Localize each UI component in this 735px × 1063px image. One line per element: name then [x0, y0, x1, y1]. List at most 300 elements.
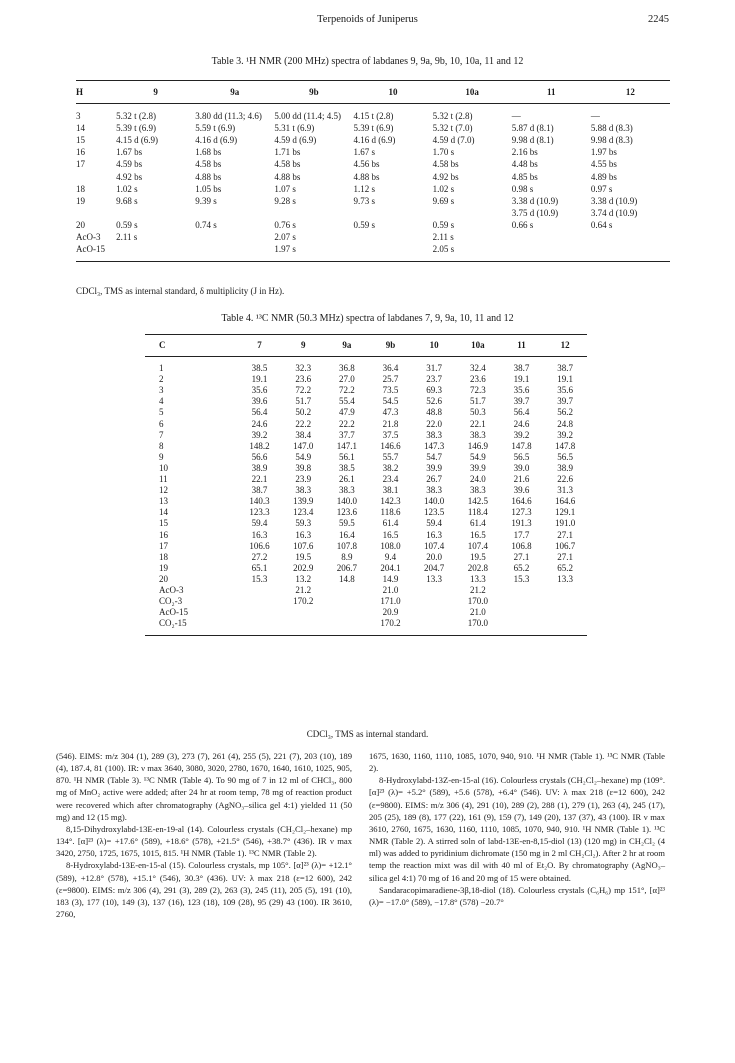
- table-cell: 72.2: [338, 385, 355, 396]
- table-cell: 23.6: [295, 374, 312, 385]
- table-cell: 56.4: [251, 407, 268, 418]
- row-label: 5: [159, 407, 164, 418]
- column-header: 12: [560, 340, 570, 350]
- table-cell: [500, 596, 544, 607]
- table-cell: 32.3: [295, 363, 312, 374]
- row-label: 17: [159, 540, 168, 551]
- table-cell: 38.3: [295, 485, 312, 496]
- table-cell: 54.9: [469, 451, 486, 462]
- table-cell: 2.11 s: [116, 232, 138, 243]
- table-cell: 37.5: [382, 429, 399, 440]
- table-cell: 9.98 d (8.1): [511, 135, 554, 146]
- table-cell: 31.3: [557, 485, 574, 496]
- table-cell: 38.3: [426, 485, 443, 496]
- table-cell: 5.59 t (6.9): [195, 123, 236, 134]
- table-cell: 1.71 bs: [274, 147, 301, 158]
- table-cell: 4.59 d (6.9): [274, 135, 317, 146]
- paragraph: 8,15-Dihydroxylabd-13E-en-19-al (14). Colourless crystals (CH₂Cl₂–hexane) mp 134°. [α]²³ (λ)= +17.6° (589), +18.6° (578), +21.5° (546), +38.7° (436). IR ν max 3420, 2750, 1725, 1675, 1015, 815. ¹H NMR (Table 1). ¹³C NMR (Table 2).: [56, 823, 352, 859]
- table-cell: 5.00 dd (11.4; 4.5): [274, 111, 341, 122]
- table-cell: 38.9: [557, 462, 574, 473]
- table-cell: 107.4: [467, 540, 488, 551]
- table-cell: 19.1: [251, 374, 268, 385]
- table-cell: 22.2: [295, 418, 312, 429]
- table-cell: —: [511, 111, 521, 122]
- table-cell: 4.59 d (7.0): [432, 135, 475, 146]
- table-cell: 56.5: [557, 451, 574, 462]
- row-label: 16: [76, 147, 85, 158]
- row-label: 15: [159, 518, 168, 529]
- column-header: 9a: [342, 340, 352, 350]
- table-cell: [543, 596, 587, 607]
- table-cell: 27.0: [338, 374, 355, 385]
- table-cell: 148.2: [249, 440, 270, 451]
- table-cell: 22.1: [251, 474, 268, 485]
- table-cell: 1.05 bs: [195, 183, 222, 194]
- table-cell: 1.02 s: [432, 183, 455, 194]
- table-row: [145, 574, 587, 585]
- row-label: 3: [76, 111, 81, 122]
- table-cell: 56.5: [513, 451, 530, 462]
- table-row: [76, 171, 670, 183]
- table-cell: 39.2: [557, 429, 574, 440]
- row-label: CO₂-3: [159, 596, 183, 607]
- table-cell: [433, 207, 512, 219]
- table-cell: 50.2: [295, 407, 312, 418]
- table-cell: 4.88 bs: [274, 171, 301, 182]
- table-cell: [591, 231, 670, 243]
- table-cell: [325, 585, 369, 596]
- table-cell: 0.76 s: [274, 219, 296, 230]
- column-header: 9: [153, 87, 158, 97]
- table-cell: [325, 618, 369, 636]
- table-cell: 2.07 s: [274, 232, 296, 243]
- table-row: [76, 146, 670, 158]
- row-label: CO₂-15: [159, 618, 187, 629]
- table-cell: 24.8: [557, 418, 574, 429]
- row-label: 3: [159, 385, 164, 396]
- table4-body: [145, 357, 587, 636]
- table-cell: 164.6: [555, 496, 576, 507]
- column-header: 11: [546, 87, 556, 97]
- page-number: 2245: [648, 14, 669, 25]
- table-cell: 38.4: [295, 429, 312, 440]
- row-label: [76, 171, 116, 183]
- table-cell: 3.74 d (10.9): [590, 207, 638, 218]
- table-cell: 147.0: [293, 440, 314, 451]
- table-cell: 204.1: [380, 562, 401, 573]
- table-cell: 54.7: [426, 451, 443, 462]
- table-cell: 16.5: [469, 529, 486, 540]
- table-cell: [281, 618, 325, 636]
- table-cell: [116, 207, 195, 219]
- table-cell: 19.5: [295, 551, 312, 562]
- journal-running-title: Terpenoids of Juniperus: [317, 14, 418, 25]
- table-cell: [274, 207, 353, 219]
- table-cell: [512, 243, 591, 262]
- table-cell: 4.15 d (6.9): [116, 135, 159, 146]
- table-cell: 191.0: [555, 518, 576, 529]
- table-cell: 48.8: [426, 407, 443, 418]
- table-cell: 47.3: [382, 407, 399, 418]
- table-cell: 8.9: [341, 551, 353, 562]
- table-cell: 22.6: [557, 474, 574, 485]
- table-cell: [412, 585, 456, 596]
- table-cell: 39.9: [469, 462, 486, 473]
- table-cell: 5.39 t (6.9): [353, 123, 394, 134]
- table-cell: 5.87 d (8.1): [511, 123, 554, 134]
- table-cell: 31.7: [426, 363, 443, 374]
- table-cell: 147.1: [336, 440, 357, 451]
- table-cell: 171.0: [380, 596, 401, 607]
- table-cell: 123.3: [249, 507, 270, 518]
- table-cell: 0.59 s: [353, 219, 375, 230]
- table-cell: 27.2: [251, 551, 268, 562]
- table-cell: 38.7: [557, 363, 574, 374]
- table-cell: 1.70 s: [432, 147, 455, 158]
- table-cell: [116, 243, 195, 262]
- table-cell: 59.3: [295, 518, 312, 529]
- table-cell: [543, 618, 587, 636]
- column-header: C: [159, 340, 166, 350]
- table-cell: 38.3: [426, 429, 443, 440]
- table-cell: 118.6: [380, 507, 401, 518]
- table-row: [145, 607, 587, 618]
- table-cell: 38.3: [469, 485, 486, 496]
- table-cell: 36.4: [382, 363, 399, 374]
- table-cell: 51.7: [469, 396, 486, 407]
- table-cell: 1.97 bs: [590, 147, 617, 158]
- table-cell: 5.32 t (7.0): [432, 123, 473, 134]
- table-cell: 72.3: [469, 385, 486, 396]
- table-cell: 21.0: [469, 607, 486, 618]
- table-cell: 106.7: [555, 540, 576, 551]
- row-label: 8: [159, 440, 164, 451]
- right-text-column: [369, 750, 665, 908]
- table-cell: 19.1: [557, 374, 574, 385]
- table3-caption: Table 3. ¹H NMR (200 MHz) spectra of labdanes 9, 9a, 9b, 10, 10a, 11 and 12: [211, 56, 524, 67]
- table-cell: 38.3: [338, 485, 355, 496]
- table-cell: 140.0: [336, 496, 357, 507]
- row-label: 16: [159, 529, 168, 540]
- table-cell: 4.92 bs: [432, 171, 459, 182]
- table-cell: 3.38 d (10.9): [590, 195, 638, 206]
- table-cell: 127.3: [511, 507, 532, 518]
- table-cell: 123.6: [336, 507, 357, 518]
- table-cell: 24.6: [513, 418, 530, 429]
- table-cell: 202.9: [293, 562, 314, 573]
- table-cell: 9.73 s: [353, 195, 375, 206]
- row-label: 12: [159, 485, 168, 496]
- table-cell: [195, 207, 274, 219]
- table-cell: 23.4: [382, 474, 399, 485]
- column-header: H: [76, 87, 84, 97]
- table3-footnote: CDCl₃, TMS as internal standard, δ multiplicity (J in Hz).: [76, 286, 285, 296]
- table-row: [145, 419, 587, 430]
- table-cell: 9.69 s: [432, 195, 455, 206]
- table-cell: [512, 231, 591, 243]
- table-cell: 0.66 s: [511, 219, 534, 230]
- table-cell: 204.7: [424, 562, 445, 573]
- table-cell: 15.3: [513, 573, 530, 584]
- table-row: [76, 219, 670, 231]
- table-cell: 65.2: [557, 562, 574, 573]
- table-cell: 9.98 d (8.3): [590, 135, 633, 146]
- table-cell: 108.0: [380, 540, 401, 551]
- table-cell: 47.9: [338, 407, 355, 418]
- table-cell: 147.8: [511, 440, 532, 451]
- row-label: AcO-3: [159, 584, 184, 595]
- table-cell: 38.7: [513, 363, 530, 374]
- table-cell: 61.4: [469, 518, 486, 529]
- table-cell: 202.8: [467, 562, 488, 573]
- table-row: [145, 385, 587, 396]
- table-cell: 56.6: [251, 451, 268, 462]
- table-row: [145, 496, 587, 507]
- table-cell: 24.6: [251, 418, 268, 429]
- table-cell: 107.6: [293, 540, 314, 551]
- table-cell: 107.4: [424, 540, 445, 551]
- table-cell: 21.2: [295, 584, 312, 595]
- table-cell: 16.5: [382, 529, 399, 540]
- column-header: 9b: [385, 340, 396, 350]
- table-cell: 4.88 bs: [353, 171, 380, 182]
- table-cell: 19.5: [469, 551, 486, 562]
- table-cell: 106.6: [249, 540, 270, 551]
- table-cell: 13.2: [295, 573, 312, 584]
- table4-c-nmr: [145, 334, 587, 636]
- column-header: 10: [429, 340, 439, 350]
- table-cell: 1.68 bs: [195, 147, 222, 158]
- table-cell: [500, 618, 544, 636]
- table-row: [145, 552, 587, 563]
- table-cell: 22.0: [426, 418, 443, 429]
- paragraph: 8-Hydroxylabd-13E-en-15-al (15). Colourless crystals, mp 105°. [α]²³ (λ)= +12.1° (589), +12.8° (578), +15.1° (546), 30.3° (436). UV: λ max 218 (ε=12 600), 242 (ε=9800). EIMS: m/z 306 (4), 291 (3), 289 (2), 263 (3), 245 (11), 205 (5), 191 (10), 183 (3), 177 (10), 149 (3), 137 (16), 123 (18), 109 (28), 95 (29) 43 (100). IR 3610, 2760,: [56, 860, 352, 920]
- table-cell: 170.2: [380, 618, 401, 629]
- column-header: 9a: [230, 87, 240, 97]
- table-cell: [412, 607, 456, 618]
- table-row: [145, 563, 587, 574]
- table-cell: 1.67 bs: [116, 147, 143, 158]
- table-cell: 36.8: [338, 363, 355, 374]
- table3-body: [76, 104, 670, 262]
- table-cell: 107.8: [336, 540, 357, 551]
- table-cell: 4.58 bs: [432, 159, 459, 170]
- table-cell: 56.4: [513, 407, 530, 418]
- table-cell: [195, 231, 274, 243]
- table-cell: 9.39 s: [195, 195, 217, 206]
- table-cell: 170.2: [293, 596, 314, 607]
- row-label: 2: [159, 374, 164, 385]
- table-cell: 1.97 s: [274, 244, 296, 255]
- table-cell: 0.98 s: [511, 183, 534, 194]
- table-cell: 27.1: [513, 551, 530, 562]
- table-cell: 52.6: [426, 396, 443, 407]
- row-label: 13: [159, 496, 168, 507]
- table-cell: [195, 243, 274, 262]
- table-row: [145, 485, 587, 496]
- table-cell: 65.2: [513, 562, 530, 573]
- table-cell: 54.5: [382, 396, 399, 407]
- table-cell: [238, 618, 282, 636]
- table4-caption: Table 4. ¹³C NMR (50.3 MHz) spectra of labdanes 7, 9, 9a, 10, 11 and 12: [221, 313, 514, 324]
- row-label: 14: [76, 123, 85, 134]
- table-cell: 0.59 s: [116, 219, 138, 230]
- table-cell: 1.07 s: [274, 183, 296, 194]
- table-cell: 39.2: [513, 429, 530, 440]
- table-cell: 5.32 t (2.8): [432, 111, 473, 122]
- table-cell: 38.9: [251, 462, 268, 473]
- table3-h-nmr: [76, 80, 670, 262]
- table-row: [145, 452, 587, 463]
- table-row: [145, 441, 587, 452]
- table-cell: 20.9: [382, 607, 399, 618]
- table-cell: 129.1: [555, 507, 576, 518]
- table-row: [145, 618, 587, 636]
- row-label: 7: [159, 429, 164, 440]
- table-cell: 142.5: [467, 496, 488, 507]
- table-cell: 0.59 s: [432, 219, 455, 230]
- table-cell: 15.3: [251, 573, 268, 584]
- row-label: 1: [159, 363, 164, 374]
- running-header: [0, 14, 735, 30]
- table-cell: 4.58 bs: [195, 159, 222, 170]
- paragraph: 1675, 1630, 1160, 1110, 1085, 1070, 940, 910. ¹H NMR (Table 1). ¹³C NMR (Table 2).: [369, 751, 665, 774]
- row-label: 20: [159, 573, 168, 584]
- table-cell: 14.9: [382, 573, 399, 584]
- table-cell: [325, 596, 369, 607]
- row-label: 18: [76, 183, 85, 194]
- table-cell: 22.1: [469, 418, 486, 429]
- table-cell: [591, 243, 670, 262]
- table-cell: 38.3: [469, 429, 486, 440]
- table-row: [145, 507, 587, 518]
- row-label: 18: [159, 551, 168, 562]
- row-label: 15: [76, 135, 85, 146]
- table-cell: 21.2: [469, 584, 486, 595]
- row-label: 19: [76, 195, 85, 206]
- row-label: AcO-3: [76, 232, 101, 243]
- table-cell: 38.7: [251, 485, 268, 496]
- table4-header-row: [145, 335, 587, 357]
- table-cell: 19.1: [513, 374, 530, 385]
- table4-footnote: CDCl₃, TMS as internal standard.: [306, 729, 429, 739]
- table-cell: 123.5: [424, 507, 445, 518]
- table-cell: 3.38 d (10.9): [511, 195, 559, 206]
- left-text-column: [56, 750, 352, 920]
- table-cell: 4.58 bs: [274, 159, 301, 170]
- table-row: [145, 407, 587, 418]
- column-header: 10a: [471, 340, 485, 350]
- table-cell: 2.05 s: [432, 244, 455, 255]
- table-cell: 139.9: [293, 496, 314, 507]
- row-label: 9: [159, 451, 164, 462]
- table-cell: 4.16 d (6.9): [353, 135, 396, 146]
- table-cell: 38.1: [382, 485, 399, 496]
- table-cell: 147.3: [424, 440, 445, 451]
- table-cell: 23.9: [295, 474, 312, 485]
- table-cell: 140.0: [424, 496, 445, 507]
- table-cell: 38.5: [251, 363, 268, 374]
- table-cell: 13.3: [557, 573, 574, 584]
- table-row: [76, 104, 670, 123]
- table-cell: [238, 596, 282, 607]
- table-cell: 3.75 d (10.9): [511, 207, 559, 218]
- table-cell: 59.5: [338, 518, 355, 529]
- table-row: [145, 518, 587, 529]
- table-cell: [238, 607, 282, 618]
- table-cell: 4.56 bs: [353, 159, 380, 170]
- table-row: [76, 158, 670, 170]
- row-label: 10: [159, 462, 168, 473]
- table-cell: [353, 207, 432, 219]
- table-cell: 69.3: [426, 385, 443, 396]
- table3-header-row: [76, 81, 670, 104]
- table-cell: 51.7: [295, 396, 312, 407]
- table-cell: 35.6: [513, 385, 530, 396]
- row-label: AcO-15: [159, 607, 188, 618]
- row-label: 19: [159, 562, 168, 573]
- table-cell: 59.4: [251, 518, 268, 529]
- table-cell: [543, 585, 587, 596]
- paragraph: (546). EIMS: m/z 304 (1), 289 (3), 273 (7), 261 (4), 255 (5), 221 (7), 203 (10), 189 (4), 187.4, 81 (100). IR: ν max 3640, 3080, 3020, 2780, 1670, 1640, 1610, 1025, 905, 870. ¹H NMR (Table 3). ¹³C NMR (Table 4). To 90 mg of 7 in 12 ml of CHCl₃, 800 mg of MnO₂ active were added; after 24 hr at room temp, 78 mg of reaction product were recovered which after chromatography (AgNO₃–silica gel 4:1) yielded 11 (50 mg) and 12 (15 mg).: [56, 751, 352, 822]
- table-cell: 73.5: [382, 385, 399, 396]
- table-cell: 4.48 bs: [511, 159, 538, 170]
- column-header: 9b: [309, 87, 319, 97]
- table-cell: 0.64 s: [590, 219, 613, 230]
- column-header: 10: [388, 87, 398, 97]
- table-row: [76, 243, 670, 262]
- table-cell: 170.0: [467, 618, 488, 629]
- table-row: [76, 195, 670, 207]
- table-row: [145, 541, 587, 552]
- table-cell: 2.16 bs: [511, 147, 538, 158]
- column-header: 7: [257, 340, 262, 350]
- table-cell: 13.3: [426, 573, 443, 584]
- table-row: [145, 585, 587, 596]
- table-cell: 118.4: [467, 507, 488, 518]
- table-cell: [238, 585, 282, 596]
- table-cell: 4.15 t (2.8): [353, 111, 394, 122]
- table-cell: [543, 607, 587, 618]
- table-cell: 4.59 bs: [116, 159, 143, 170]
- table-cell: 59.4: [426, 518, 443, 529]
- table-cell: 25.7: [382, 374, 399, 385]
- table-cell: 21.8: [382, 418, 399, 429]
- table-cell: 16.4: [338, 529, 355, 540]
- table-row: [76, 134, 670, 146]
- row-label: 4: [159, 396, 164, 407]
- table-cell: [412, 618, 456, 636]
- table-cell: 56.2: [557, 407, 574, 418]
- table-cell: 61.4: [382, 518, 399, 529]
- table-cell: 191.3: [511, 518, 532, 529]
- table-cell: 123.4: [293, 507, 314, 518]
- table-cell: 0.74 s: [195, 219, 217, 230]
- table-cell: 170.0: [467, 596, 488, 607]
- table-cell: 4.55 bs: [590, 159, 617, 170]
- table-cell: —: [590, 111, 600, 122]
- table-row: [145, 530, 587, 541]
- table-cell: 147.8: [555, 440, 576, 451]
- table-row: [76, 231, 670, 243]
- table-cell: 16.3: [295, 529, 312, 540]
- table-row: [76, 183, 670, 195]
- table-cell: [500, 607, 544, 618]
- table-cell: 23.6: [469, 374, 486, 385]
- table-cell: 146.9: [467, 440, 488, 451]
- table-cell: 5.31 t (6.9): [274, 123, 315, 134]
- table-row: [145, 374, 587, 385]
